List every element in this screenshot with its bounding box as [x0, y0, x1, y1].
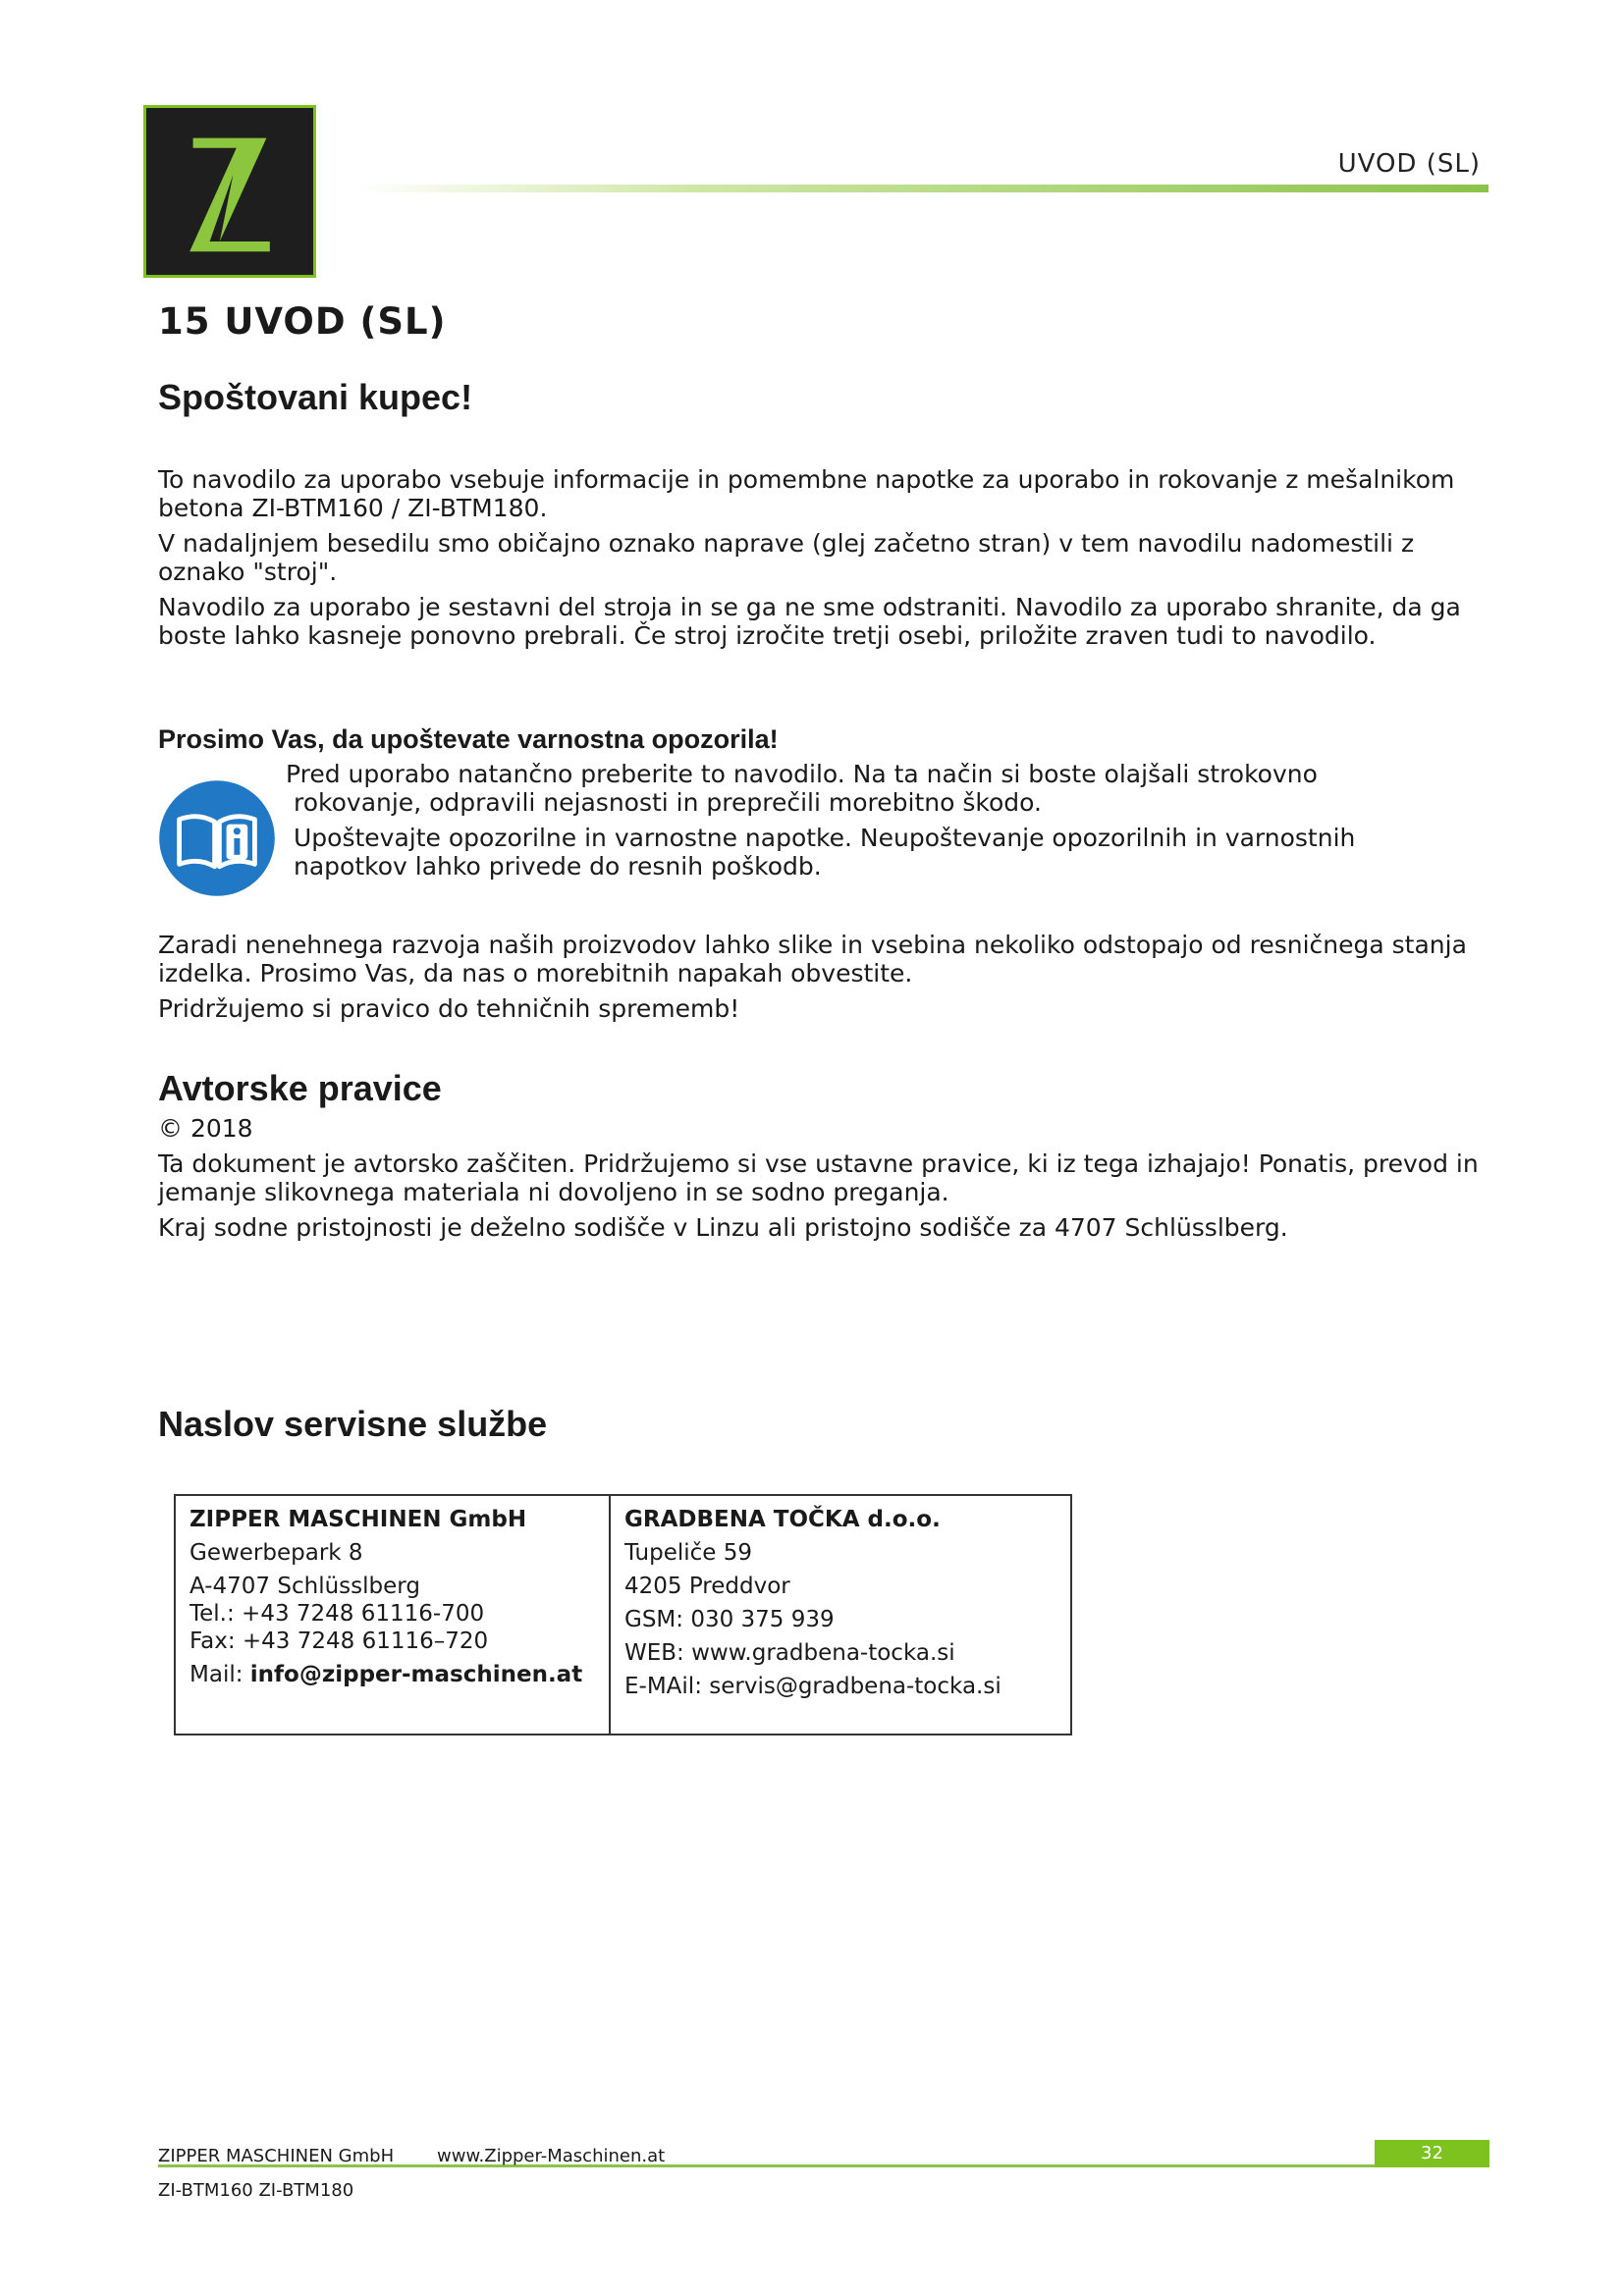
- notice-paragraph-2: Pridržujemo si pravico do tehničnih sprememb!: [158, 994, 740, 1023]
- copyright-text: [158, 1114, 1493, 1249]
- footer-model: ZI-BTM160 ZI-BTM180: [158, 2180, 354, 2201]
- gradbena-city: 4205 Preddvor: [624, 1574, 790, 1599]
- service-heading: Naslov servisne službe: [158, 1404, 548, 1444]
- header-title: UVOD (SL): [1337, 149, 1481, 179]
- safety-text: [286, 760, 1464, 887]
- copyright-year: © 2018: [158, 1114, 253, 1143]
- service-contact-gradbena: [611, 1496, 1070, 1734]
- greeting-heading: Spoštovani kupec!: [158, 377, 473, 417]
- zipper-mail-label: Mail:: [189, 1662, 250, 1687]
- zipper-logo: [143, 105, 316, 278]
- intro-paragraph-1: To navodilo za uporabo vsebuje informacije in pomembne napotke za uporabo in rokovanje z mešalnikom betona ZI-BTM160 / ZI-BTM180.: [158, 465, 1455, 522]
- gradbena-street: Tupeliče 59: [624, 1540, 753, 1566]
- service-address-table: [174, 1494, 1072, 1735]
- notice-text: [158, 931, 1493, 1030]
- zipper-fax: Fax: +43 7248 61116–720: [189, 1629, 489, 1654]
- safety-heading: Prosimo Vas, da upoštevate varnostna opozorila!: [158, 724, 779, 754]
- copyright-paragraph-1: Ta dokument je avtorsko zaščiten. Pridržujemo si vse ustavne pravice, ki iz tega izhajajo! Ponatis, prevod in jemanje slikovnega materiala ni dovoljeno in se sodno preganja.: [158, 1149, 1479, 1206]
- zipper-tel: Tel.: +43 7248 61116-700: [189, 1601, 485, 1627]
- safety-line-2a: Upoštevajte opozorilne in varnostne napotke. Neupoštevanje opozorilnih in varnostnih: [294, 824, 1356, 852]
- gradbena-email[interactable]: E-MAil: servis@gradbena-tocka.si: [624, 1674, 1001, 1699]
- notice-paragraph-1: Zaradi nenehnega razvoja naših proizvodov lahko slike in vsebina nekoliko odstopajo od resničnega stanja izdelka. Prosimo Vas, da nas o morebitnih napakah obvestite.: [158, 931, 1467, 988]
- zipper-mail: [189, 1661, 595, 1688]
- intro-paragraph-2: V nadaljnjem besedilu smo običajno oznako naprave (glej začetno stran) v tem navodilu nadomestili z oznako "stroj".: [158, 529, 1415, 586]
- zipper-city: A-4707 Schlüsslberg: [189, 1574, 420, 1599]
- safety-line-1a: Pred uporabo natančno preberite to navodilo. Na ta način si boste olajšali strokovno: [286, 760, 1318, 788]
- intro-paragraph-3: Navodilo za uporabo je sestavni del stroja in se ga ne sme odstraniti. Navodilo za uporabo shranite, da ga boste lahko kasneje ponovno prebrali. Če stroj izročite tretji osebi, priložite zraven tudi to navodilo.: [158, 593, 1461, 650]
- intro-text: [158, 465, 1493, 657]
- z-logo-icon: [146, 108, 313, 275]
- gradbena-web[interactable]: WEB: www.gradbena-tocka.si: [624, 1640, 955, 1666]
- footer-company: ZIPPER MASCHINEN GmbH: [158, 2146, 395, 2166]
- service-contact-zipper: [176, 1496, 611, 1734]
- zipper-mail-link[interactable]: info@zipper-maschinen.at: [249, 1662, 583, 1687]
- page-number: 32: [1375, 2140, 1489, 2167]
- zipper-street: Gewerbepark 8: [189, 1540, 363, 1566]
- gradbena-company-name: GRADBENA TOČKA d.o.o.: [624, 1507, 941, 1532]
- safety-line-1b: rokovanje, odpravili nejasnosti in preprečili morebitno škodo.: [294, 788, 1042, 817]
- footer-url[interactable]: www.Zipper-Maschinen.at: [437, 2146, 666, 2166]
- header-divider: [353, 185, 1489, 192]
- safety-line-2b: napotkov lahko privede do resnih poškodb.: [294, 852, 822, 881]
- gradbena-gsm: GSM: 030 375 939: [624, 1607, 835, 1632]
- copyright-paragraph-2: Kraj sodne pristojnosti je deželno sodišče v Linzu ali pristojno sodišče za 4707 Schlüsslberg.: [158, 1213, 1288, 1242]
- zipper-company-name: ZIPPER MASCHINEN GmbH: [189, 1507, 527, 1532]
- copyright-heading: Avtorske pravice: [158, 1068, 442, 1108]
- read-manual-icon: [158, 779, 276, 897]
- section-title: 15 UVOD (SL): [158, 300, 447, 343]
